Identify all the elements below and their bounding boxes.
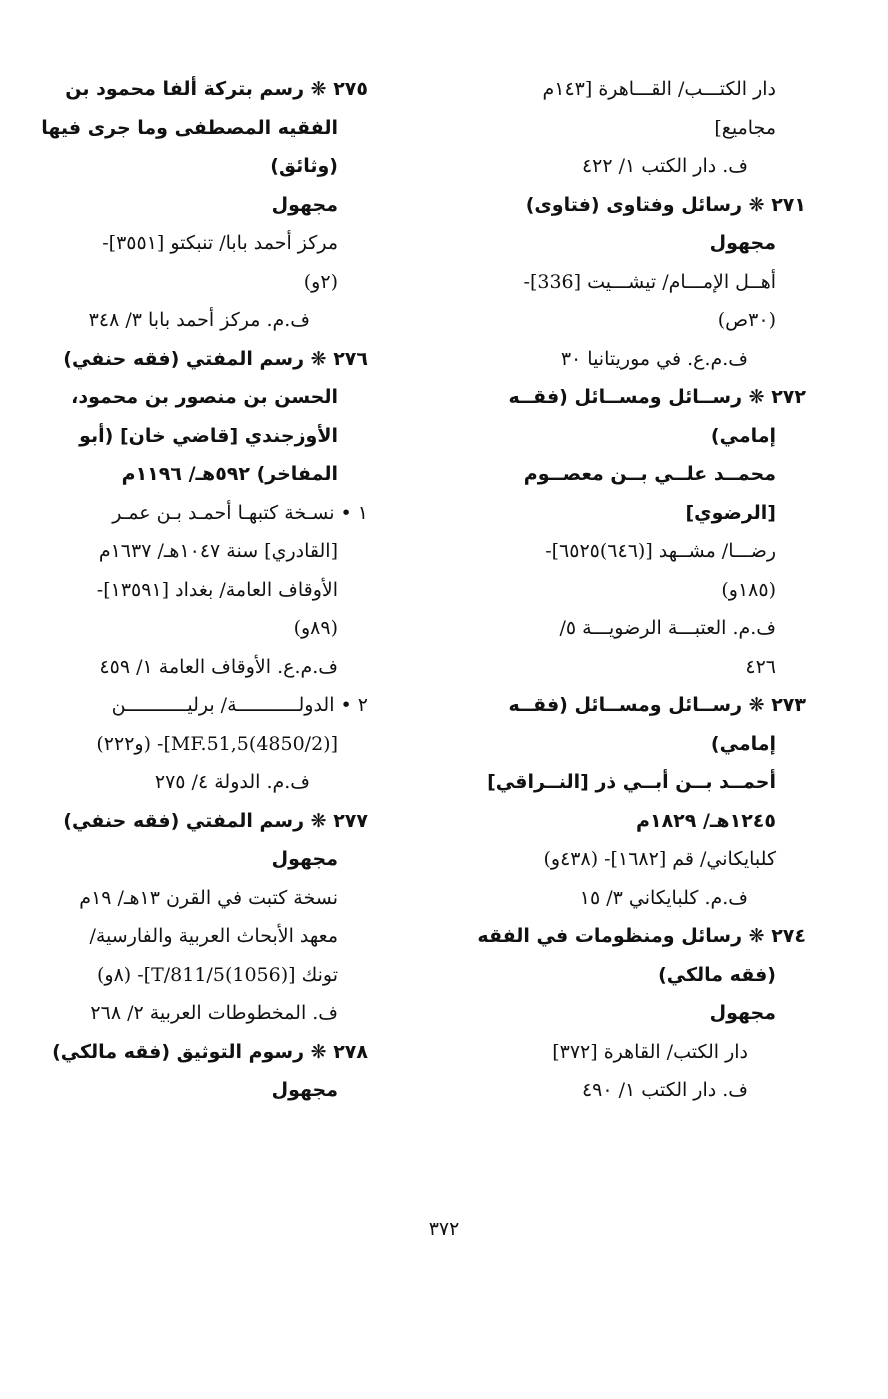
text-line: [القادري] سنة ١٠٤٧هـ/ ١٦٣٧م: [98, 540, 338, 562]
text-line: ٤٢٦: [745, 655, 776, 678]
text-line: ف.م. الدولة ٤/ ٢٧٥: [154, 771, 310, 793]
text-line: الأوقاف العامة/ بغداد [١٣٥٩١]-: [96, 578, 338, 601]
text-line: ٢٧٨ ❋ رسوم التوثيق (فقه مالكي): [52, 1040, 368, 1063]
text-line: ٢٧٧ ❋ رسم المفتي (فقه حنفي): [63, 809, 368, 832]
left-column: [41, 70, 368, 1110]
text-line: ٢٧١ ❋ رسائل وفتاوى (فتاوى): [525, 193, 806, 216]
text-line: أحمــد بــن أبــي ذر [النــراقي]: [487, 771, 776, 793]
text-line: مجهول: [271, 848, 338, 870]
text-line: ف.م. كلبايكاني ٣/ ١٥: [579, 886, 748, 909]
text-line: ٢٧٥ ❋ رسم بتركة ألفا محمود بن: [65, 78, 368, 100]
text-line: إمامي): [710, 424, 776, 447]
text-line: (٨٩و): [293, 617, 338, 639]
text-line: ٢٧٢ ❋ رســائل ومســائل (فقــه: [508, 386, 806, 408]
text-line: مجهول: [271, 193, 338, 216]
text-line: الأوزجندي [قاضي خان] (أبو: [79, 424, 338, 447]
right-column: [476, 70, 806, 1110]
text-line: معهد الأبحاث العربية والفارسية/: [89, 925, 338, 947]
text-line: ٢٧٦ ❋ رسم المفتي (فقه حنفي): [63, 347, 368, 370]
text-line: (٣٠ص): [717, 309, 776, 331]
text-line: مجهول: [709, 1002, 776, 1024]
text-line: المفاخر) ٥٩٢هـ/ ١١٩٦م: [121, 463, 338, 485]
text-line: ٢ • الدولـــــــــــة/ برليـــــــــــن: [111, 694, 368, 716]
text-line: مجهول: [271, 1079, 338, 1101]
text-line: ف. دار الكتب ١/ ٤٢٢: [581, 155, 748, 177]
text-line: مجاميع]: [714, 116, 776, 139]
text-line: ف. دار الكتب ١/ ٤٩٠: [581, 1079, 748, 1101]
text-line: [الرضوي]: [685, 501, 776, 524]
text-line: (فقه مالكي): [658, 963, 776, 986]
text-line: محمــد علــي بــن معصــوم: [523, 463, 776, 485]
text-line: ف.م.ع. في موريتانيا ٣٠: [560, 347, 748, 370]
text-line: ٢٧٣ ❋ رســائل ومســائل (فقــه: [508, 694, 806, 716]
text-line: مركز أحمد بابا/ تنبكتو [٣٥٥١]-: [102, 232, 338, 254]
text-line: نسخة كتبت في القرن ١٣هـ/ ١٩م: [79, 886, 338, 909]
page-number: ٣٧٢: [428, 1218, 460, 1240]
text-line: إمامي): [710, 732, 776, 755]
text-line: الحسن بن منصور بن محمود،: [71, 386, 338, 408]
text-line: ١ • نسـخة كتبهـا أحمـد بـن عمـر: [112, 501, 368, 524]
text-line: ١٢٤٥هـ/ ١٨٢٩م: [636, 809, 776, 832]
text-line: [(4850/2)MF.51,5]- (و٢٢٢): [96, 732, 338, 755]
text-line: الفقيه المصطفى وما جرى فيها: [41, 116, 338, 139]
text-line: أهــل الإمـــام/ تيشـــيت [336]-: [523, 270, 776, 293]
text-line: دار الكتب/ القاهرة [٣٧٢]: [552, 1040, 748, 1063]
text-line: (١٨٥و): [721, 578, 776, 601]
text-line: مجهول: [709, 232, 776, 254]
text-line: كلبايكاني/ قم [١٦٨٢]- (٤٣٨و): [543, 848, 776, 870]
text-line: ف.م. العتبـــة الرضويـــة ٥/: [559, 617, 776, 639]
text-line: ف.م.ع. الأوقاف العامة ١/ ٤٥٩: [99, 655, 338, 678]
text-line: تونك [(1056)T/811/5]- (٨و): [96, 963, 338, 986]
text-line: ف.م. مركز أحمد بابا ٣/ ٣٤٨: [88, 309, 310, 331]
text-line: ٢٧٤ ❋ رسائل ومنظومات في الفقه: [477, 925, 806, 947]
text-line: ف. المخطوطات العربية ٢/ ٢٦٨: [90, 1002, 338, 1024]
text-line: رضـــا/ مشــهد [(٦٤٦)٦٥٢٥]-: [545, 540, 776, 562]
text-line: (وثائق): [270, 155, 338, 177]
text-line: دار الكتـــب/ القـــاهرة [١٤٣م: [542, 78, 776, 100]
text-line: (٢و): [303, 270, 338, 293]
